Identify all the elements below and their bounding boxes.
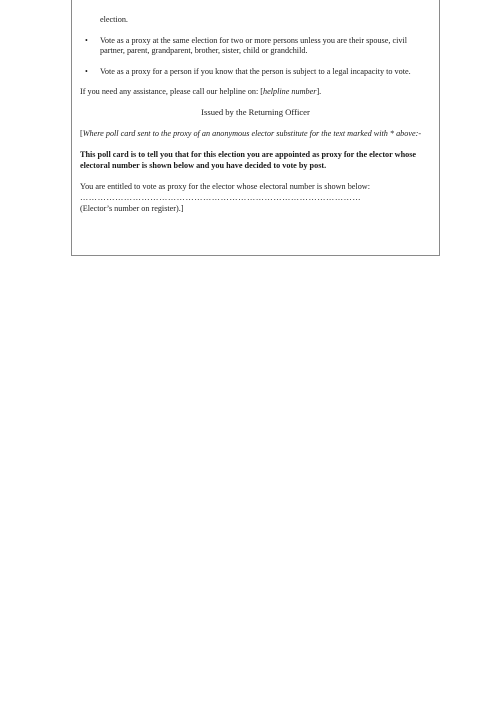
helpline-paragraph	[80, 87, 431, 98]
note-open-bracket: [	[80, 128, 83, 138]
bullet-item-proxy-multiple	[80, 36, 431, 57]
continued-bullet-text: election.	[100, 15, 128, 24]
helpline-suffix: ].	[316, 87, 322, 97]
bullet-icon: •	[85, 66, 88, 76]
bullet-text: Vote as a proxy at the same election for two or more persons unless you are their spouse, civil partner, parent, grandparent, brother, sister, child or grandchild.	[100, 35, 408, 56]
elector-number-dotted-line: ……………………………………………………………………………………	[80, 192, 362, 202]
entitled-paragraph: You are entitled to vote as proxy for the elector whose electoral number is shown below:	[80, 182, 370, 192]
bullet-text: Vote as a proxy for a person if you know that the person is subject to a legal incapacity to vote.	[100, 66, 411, 76]
helpline-placeholder: helpline number	[263, 87, 317, 97]
bullet-icon: •	[85, 35, 88, 45]
proxy-appointment-paragraph: This poll card is to tell you that for this election you are appointed as proxy for the elector whose electoral number is shown below and you have decided to vote by post.	[80, 150, 417, 170]
register-note: (Elector’s number on register).]	[80, 203, 184, 213]
note-italic-text: Where poll card sent to the proxy of an anonymous elector substitute for the text marked with * above:-	[82, 128, 422, 138]
issued-by-heading: Issued by the Returning Officer	[201, 106, 310, 117]
anonymous-elector-note	[80, 129, 431, 140]
bullet-item-legal-incapacity	[80, 67, 431, 78]
bullet-list	[80, 36, 431, 78]
helpline-prefix: If you need any assistance, please call our helpline on: [	[80, 87, 264, 97]
poll-card-text-box	[71, 0, 440, 256]
